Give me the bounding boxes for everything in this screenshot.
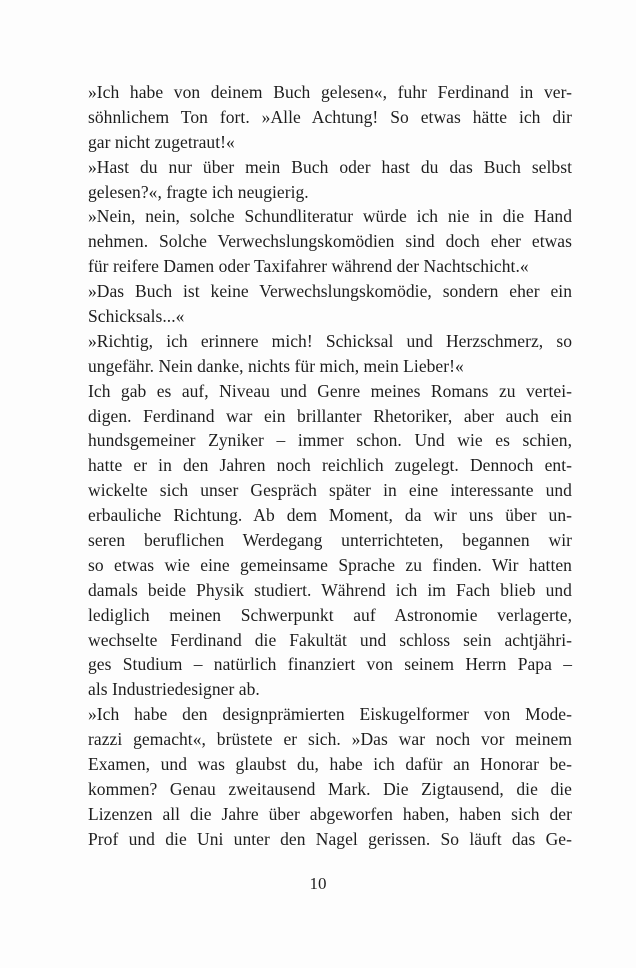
text-line: so etwas wie eine gemeinsame Sprache zu finden. Wir hatten [88, 554, 572, 575]
text-line: seren beruflichen Werdegang unterrichteten, begannen wir [88, 530, 572, 551]
text-line: razzi gemacht«, brüstete er sich. »Das war noch vor meinem [88, 729, 572, 750]
text-line: Lizenzen all die Jahre über abgeworfen haben, haben sich der [88, 803, 572, 824]
text-line: »Das Buch ist keine Verwechslungskomödie, sondern eher ein [88, 281, 572, 302]
text-line: söhnlichem Ton fort. »Alle Achtung! So etwas hätte ich dir [88, 106, 572, 127]
text-line: Ich gab es auf, Niveau und Genre meines Romans zu vertei- [88, 380, 572, 401]
text-line: Schicksals...« [88, 306, 185, 327]
page-text [88, 80, 572, 852]
text-line: digen. Ferdinand war ein brillanter Rhetoriker, aber auch ein [88, 405, 572, 426]
text-line: gelesen?«, fragte ich neugierig. [88, 181, 309, 202]
text-line: hundsgemeiner Zyniker – immer schon. Und wie es schien, [88, 430, 572, 451]
text-line: »Richtig, ich erinnere mich! Schicksal und Herzschmerz, so [88, 330, 572, 351]
text-line: »Nein, nein, solche Schundliteratur würde ich nie in die Hand [88, 206, 572, 227]
text-line: ungefähr. Nein danke, nichts für mich, mein Lieber!« [88, 355, 464, 376]
page-number: 10 [309, 874, 327, 893]
text-line: Examen, und was glaubst du, habe ich dafür an Honorar be- [88, 754, 572, 775]
text-line: wickelte sich unser Gespräch später in eine interessante und [88, 480, 572, 501]
text-line: gar nicht zugetraut!« [88, 131, 235, 152]
text-line: damals beide Physik studiert. Während ich im Fach blieb und [88, 579, 572, 600]
text-line: »Hast du nur über mein Buch oder hast du das Buch selbst [88, 156, 572, 177]
text-line: ges Studium – natürlich finanziert von seinem Herrn Papa – [88, 654, 572, 675]
text-line: Prof und die Uni unter den Nagel gerissen. So läuft das Ge- [88, 828, 572, 849]
text-line: lediglich meinen Schwerpunkt auf Astronomie verlagerte, [88, 604, 572, 625]
text-line: »Ich habe den designprämierten Eiskugelformer von Mode- [88, 704, 572, 725]
text-line: »Ich habe von deinem Buch gelesen«, fuhr Ferdinand in ver- [88, 82, 572, 102]
text-line: hatte er in den Jahren noch reichlich zugelegt. Dennoch ent- [88, 455, 572, 476]
text-line: erbauliche Richtung. Ab dem Moment, da wir uns über un- [88, 505, 572, 526]
text-line: wechselte Ferdinand die Fakultät und schloss sein achtjähri- [88, 629, 572, 650]
text-line: kommen? Genau zweitausend Mark. Die Zigtausend, die die [88, 778, 572, 799]
text-line: für reifere Damen oder Taxifahrer während der Nachtschicht.« [88, 256, 529, 277]
text-line: nehmen. Solche Verwechslungskomödien sind doch eher etwas [88, 231, 572, 252]
text-line: als Industriedesigner ab. [88, 679, 260, 700]
